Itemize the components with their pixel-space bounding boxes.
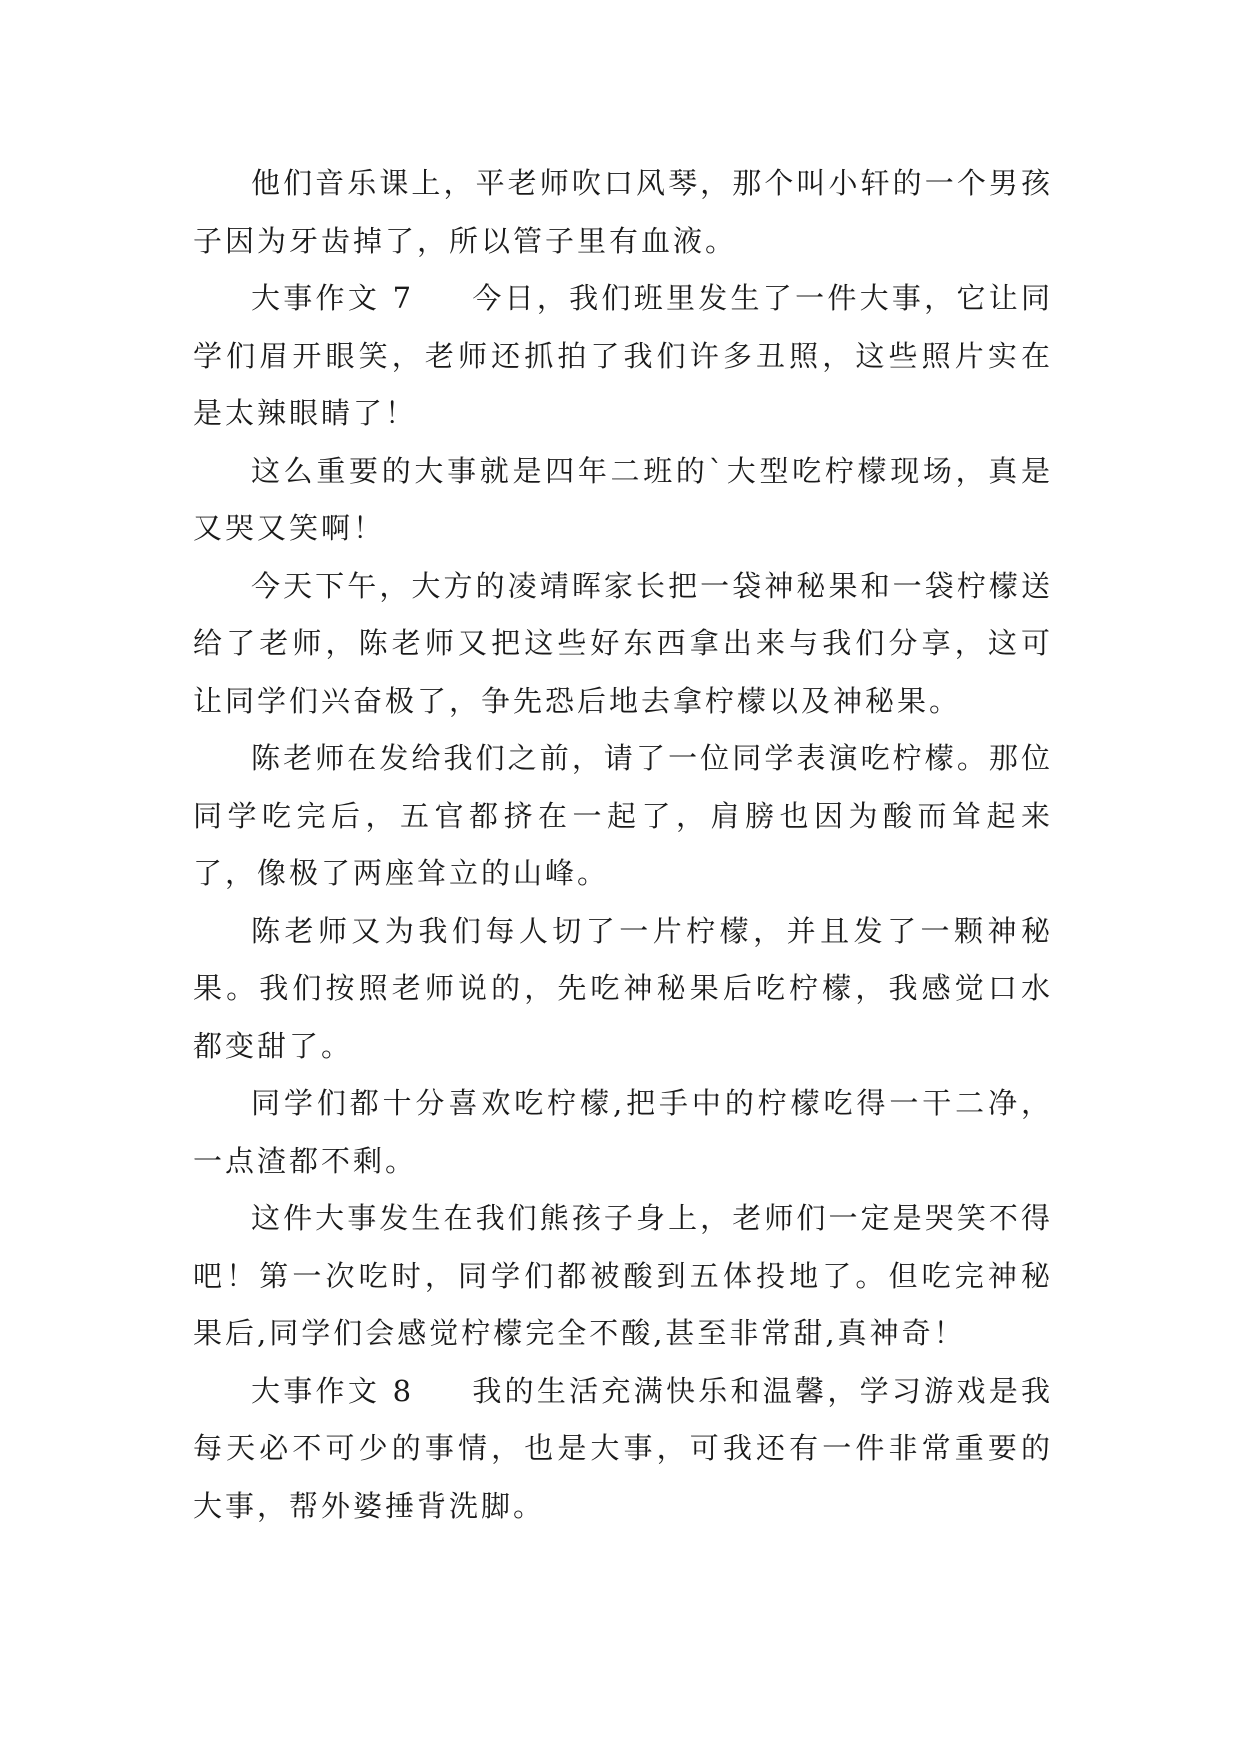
- paragraph: [193, 1190, 1053, 1363]
- paragraph: [193, 730, 1053, 903]
- paragraph: [193, 270, 1053, 443]
- paragraph: [193, 1075, 1053, 1190]
- section-heading: 大事作文 7: [251, 281, 415, 315]
- paragraph-text: 这件大事发生在我们熊孩子身上，老师们一定是哭笑不得吧！第一次吃时，同学们都被酸到五体投地了。但吃完神秘果后,同学们会感觉柠檬完全不酸,甚至非常甜,真神奇！: [193, 1201, 1053, 1350]
- paragraph: [193, 558, 1053, 731]
- paragraph-text: 今天下午，大方的凌靖晖家长把一袋神秘果和一袋柠檬送给了老师，陈老师又把这些好东西拿出来与我们分享，这可让同学们兴奋极了，争先恐后地去拿柠檬以及神秘果。: [193, 568, 1053, 718]
- paragraph-text: 我的生活充满快乐和温馨，学习游戏是我每天必不可少的事情，也是大事，可我还有一件非常重要的大事，帮外婆捶背洗脚。: [193, 1373, 1053, 1523]
- paragraph: [193, 1363, 1053, 1536]
- paragraph-text: 他们音乐课上，平老师吹口风琴，那个叫小轩的一个男孩子因为牙齿掉了，所以管子里有血液。: [193, 166, 1053, 258]
- paragraph: [193, 443, 1053, 558]
- paragraph-text: 同学们都十分喜欢吃柠檬,把手中的柠檬吃得一干二净，一点渣都不剩。: [193, 1086, 1053, 1178]
- paragraph: [193, 903, 1053, 1076]
- paragraph-text: 陈老师在发给我们之前，请了一位同学表演吃柠檬。那位同学吃完后，五官都挤在一起了，肩膀也因为酸而耸起来了，像极了两座耸立的山峰。: [193, 741, 1053, 890]
- paragraph-text: 今日，我们班里发生了一件大事，它让同学们眉开眼笑，老师还抓拍了我们许多丑照，这些照片实在是太辣眼睛了！: [193, 281, 1053, 430]
- paragraph: [193, 155, 1053, 270]
- section-heading: 大事作文 8: [251, 1373, 415, 1408]
- paragraph-text: 陈老师又为我们每人切了一片柠檬，并且发了一颗神秘果。我们按照老师说的，先吃神秘果后吃柠檬，我感觉口水都变甜了。: [193, 913, 1053, 1063]
- paragraph-text: 这么重要的大事就是四年二班的`大型吃柠檬现场，真是又哭又笑啊！: [193, 453, 1053, 545]
- document-body: [193, 155, 1053, 1535]
